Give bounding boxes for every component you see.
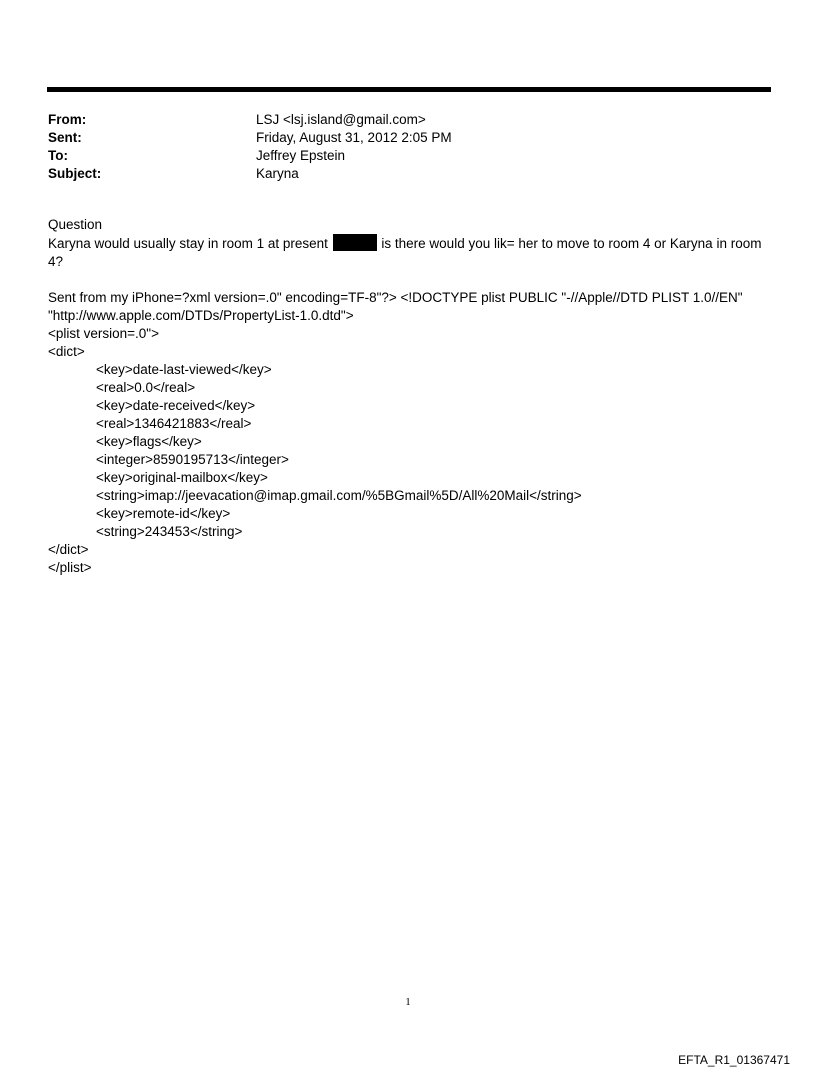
plist-entry-line: <real>1346421883</real> xyxy=(96,416,252,431)
room-text-before: Karyna would usually stay in room 1 at present xyxy=(48,236,332,251)
subject-value: Karyna xyxy=(256,166,299,181)
sent-from-line: Sent from my iPhone=?xml version=.0" encoding=TF-8"?> <!DOCTYPE plist PUBLIC "-//Apple//DTD PLIST 1.0//EN" "http://www.apple.com/DTDs/PropertyList-1.0.dtd"> xyxy=(48,290,743,323)
dict-open: <dict> xyxy=(48,344,85,359)
plist-entry-line: <key>date-last-viewed</key> xyxy=(96,362,272,377)
body-line-question: Question xyxy=(48,217,103,232)
sent-label: Sent: xyxy=(48,130,82,145)
dict-close: </dict> xyxy=(48,542,89,557)
sent-value: Friday, August 31, 2012 2:05 PM xyxy=(256,130,452,145)
page-number: 1 xyxy=(405,996,411,1008)
to-label: To: xyxy=(48,148,68,163)
email-header xyxy=(48,111,452,183)
plist-entry-line: <integer>8590195713</integer> xyxy=(96,452,289,467)
plist-entries xyxy=(48,361,770,541)
plist-open: <plist version=.0"> xyxy=(48,326,159,341)
body-paragraph-room xyxy=(48,234,770,271)
plist-entry-line: <string>243453</string> xyxy=(96,524,243,539)
plist-entry-line: <real>0.0</real> xyxy=(96,380,196,395)
to-row xyxy=(48,147,452,165)
plist-entry-line: <key>date-received</key> xyxy=(96,398,256,413)
from-row xyxy=(48,111,452,129)
bates-number: EFTA_R1_01367471 xyxy=(678,1053,790,1067)
plist-entry-line: <string>imap://jeevacation@imap.gmail.com/%5BGmail%5D/All%20Mail</string> xyxy=(96,488,582,503)
plist-entry-line: <key>original-mailbox</key> xyxy=(96,470,268,485)
blank-line xyxy=(48,271,770,289)
plist-entry-line: <key>remote-id</key> xyxy=(96,506,231,521)
plist-entry-line: <key>flags</key> xyxy=(96,434,202,449)
from-value: LSJ <lsj.island@gmail.com> xyxy=(256,112,426,127)
room-text-after: is there would you lik= her to move to room 4 or Karyna in room 4? xyxy=(48,236,762,269)
subject-label: Subject: xyxy=(48,166,102,181)
from-label: From: xyxy=(48,112,87,127)
to-value: Jeffrey Epstein xyxy=(256,148,346,163)
email-body xyxy=(48,216,770,577)
plist-close: </plist> xyxy=(48,560,92,575)
redaction-box xyxy=(333,234,377,251)
sent-row xyxy=(48,129,452,147)
header-divider xyxy=(47,87,771,92)
subject-row xyxy=(48,165,452,183)
